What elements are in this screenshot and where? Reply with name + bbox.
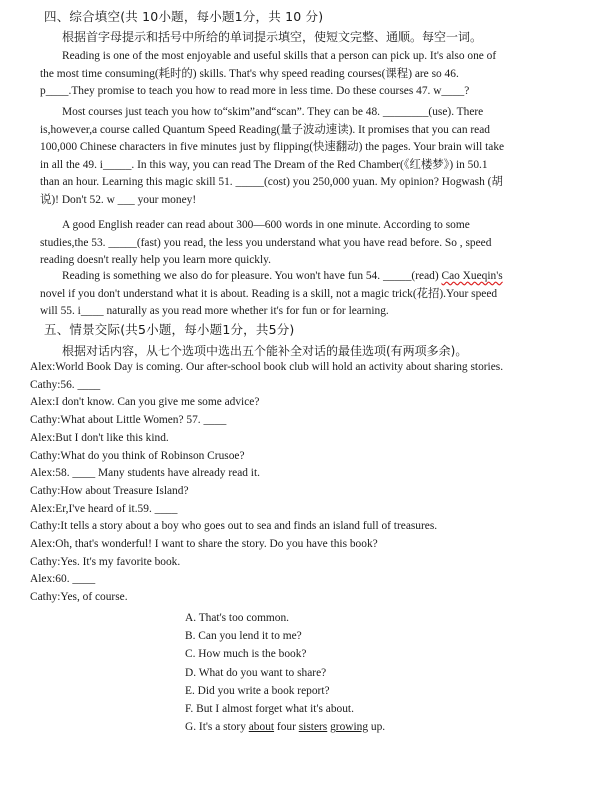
dialogue-line: Cathy:It tells a story about a boy who goes out to sea and finds an island full of treasures.: [30, 520, 438, 533]
passage-line: is,however,a course called Quantum Speed Reading(量子波动速读). It promises that you can read: [40, 123, 490, 136]
dialogue-line: Cathy:56. ____: [30, 378, 101, 391]
dialogue-line: Cathy:Yes, of course.: [30, 591, 128, 604]
option-g: [185, 718, 385, 736]
option-d: D. What do you want to share?: [185, 666, 327, 679]
passage-line: p____.They promise to teach you how to read more in less time. Do these courses 47. w____?: [40, 85, 470, 98]
underlined-word: growing: [330, 721, 369, 734]
option-text: four: [274, 721, 299, 734]
dialogue-line: Alex:World Book Day is coming. Our after-school book club will hold an activity about sharing stories.: [30, 361, 504, 373]
option-text: G. It's a story: [185, 721, 249, 734]
dialogue-line: Cathy:Yes. It's my favorite book.: [30, 555, 181, 568]
passage-line: novel if you don't understand what it is about. Reading is a skill, not a magic trick(花招).Your speed: [40, 287, 498, 300]
passage-line: Most courses just teach you how to“skim”and“scan”. They can be 48. ________(use). There: [62, 106, 484, 118]
passage-line: 100,000 Chinese characters in five minutes just by flipping(快速翻动) the pages. Your brain will take: [40, 141, 505, 154]
option-c: C. How much is the book?: [185, 648, 307, 661]
option-text: up.: [368, 721, 386, 734]
dialogue-line: Cathy:How about Treasure Island?: [30, 484, 189, 497]
dialogue: [30, 359, 503, 607]
option-b: B. Can you lend it to me?: [185, 630, 302, 643]
passage-line: [40, 268, 588, 286]
passage-line: Reading is one of the most enjoyable and useful skills that a person can pick up. It's also one of: [62, 50, 497, 62]
dialogue-line: Alex:58. ____ Many students have already read it.: [30, 467, 260, 480]
dialogue-line: Alex:I don't know. Can you give me some advice?: [30, 396, 260, 409]
passage-line: than an hour. Learning this magic skill 51. _____(cost) you 250,000 yuan. My opinion? Hogwash (胡: [40, 176, 503, 189]
answer-options: [185, 609, 385, 736]
passage-paragraph-4: [40, 268, 588, 321]
section-4-instruction: 根据首字母提示和括号中所给的单词提示填空，使短文完整、通顺。每空一词。: [62, 30, 483, 44]
passage-paragraph-2: [40, 104, 588, 210]
option-a: A. That's too common.: [185, 612, 290, 624]
passage-line: reading doesn't really help you learn more quickly.: [40, 254, 271, 267]
passage-paragraph-3: [40, 217, 588, 270]
passage-line: will 55. i____ naturally as you read more whether it's for fun or for learning.: [40, 305, 389, 318]
passage-paragraph-1: [40, 48, 588, 101]
passage-line: the most time consuming(耗时的) skills. That's why speed reading courses(课程) are so 46.: [40, 67, 459, 80]
section-5-heading: 五、情景交际(共5小题，每小题1分，共5分): [44, 322, 295, 337]
passage-line: 说)! Don't 52. w ___ your money!: [40, 193, 197, 206]
section-4-heading: 四、综合填空(共 10小题，每小题1分，共 10 分): [44, 9, 324, 24]
passage-text: Reading is something we also do for pleasure. You won't have fun 54. _____(read): [62, 270, 442, 282]
dialogue-line: Cathy:What do you think of Robinson Crusoe?: [30, 449, 245, 462]
option-e: E. Did you write a book report?: [185, 684, 330, 697]
section-5-instruction: 根据对话内容，从七个选项中选出五个能补全对话的最佳选项(有两项多余)。: [62, 344, 468, 358]
dialogue-line: Alex:But I don't like this kind.: [30, 431, 169, 444]
passage-line: A good English reader can read about 300—600 words in one minute. According to some: [62, 219, 470, 231]
passage-line: in all the 49. i_____. In this way, you can read The Dream of the Red Chamber(《红楼梦》) in 50.1: [40, 158, 488, 171]
dialogue-line: Cathy:What about Little Women? 57. ____: [30, 414, 227, 427]
dialogue-line: Alex:Er,I've heard of it.59. ____: [30, 502, 178, 515]
option-f: F. But I almost forget what it's about.: [185, 703, 354, 716]
passage-line: studies,the 53. _____(fast) you read, the less you understand what you have read before. So , speed: [40, 236, 492, 249]
dialogue-line: Alex:60. ____: [30, 573, 96, 586]
spellcheck-flagged-name: Cao Xueqin's: [441, 270, 503, 282]
underlined-word: sisters: [298, 721, 328, 734]
dialogue-line: Alex:Oh, that's wonderful! I want to share the story. Do you have this book?: [30, 538, 378, 551]
underlined-word: about: [248, 721, 275, 734]
